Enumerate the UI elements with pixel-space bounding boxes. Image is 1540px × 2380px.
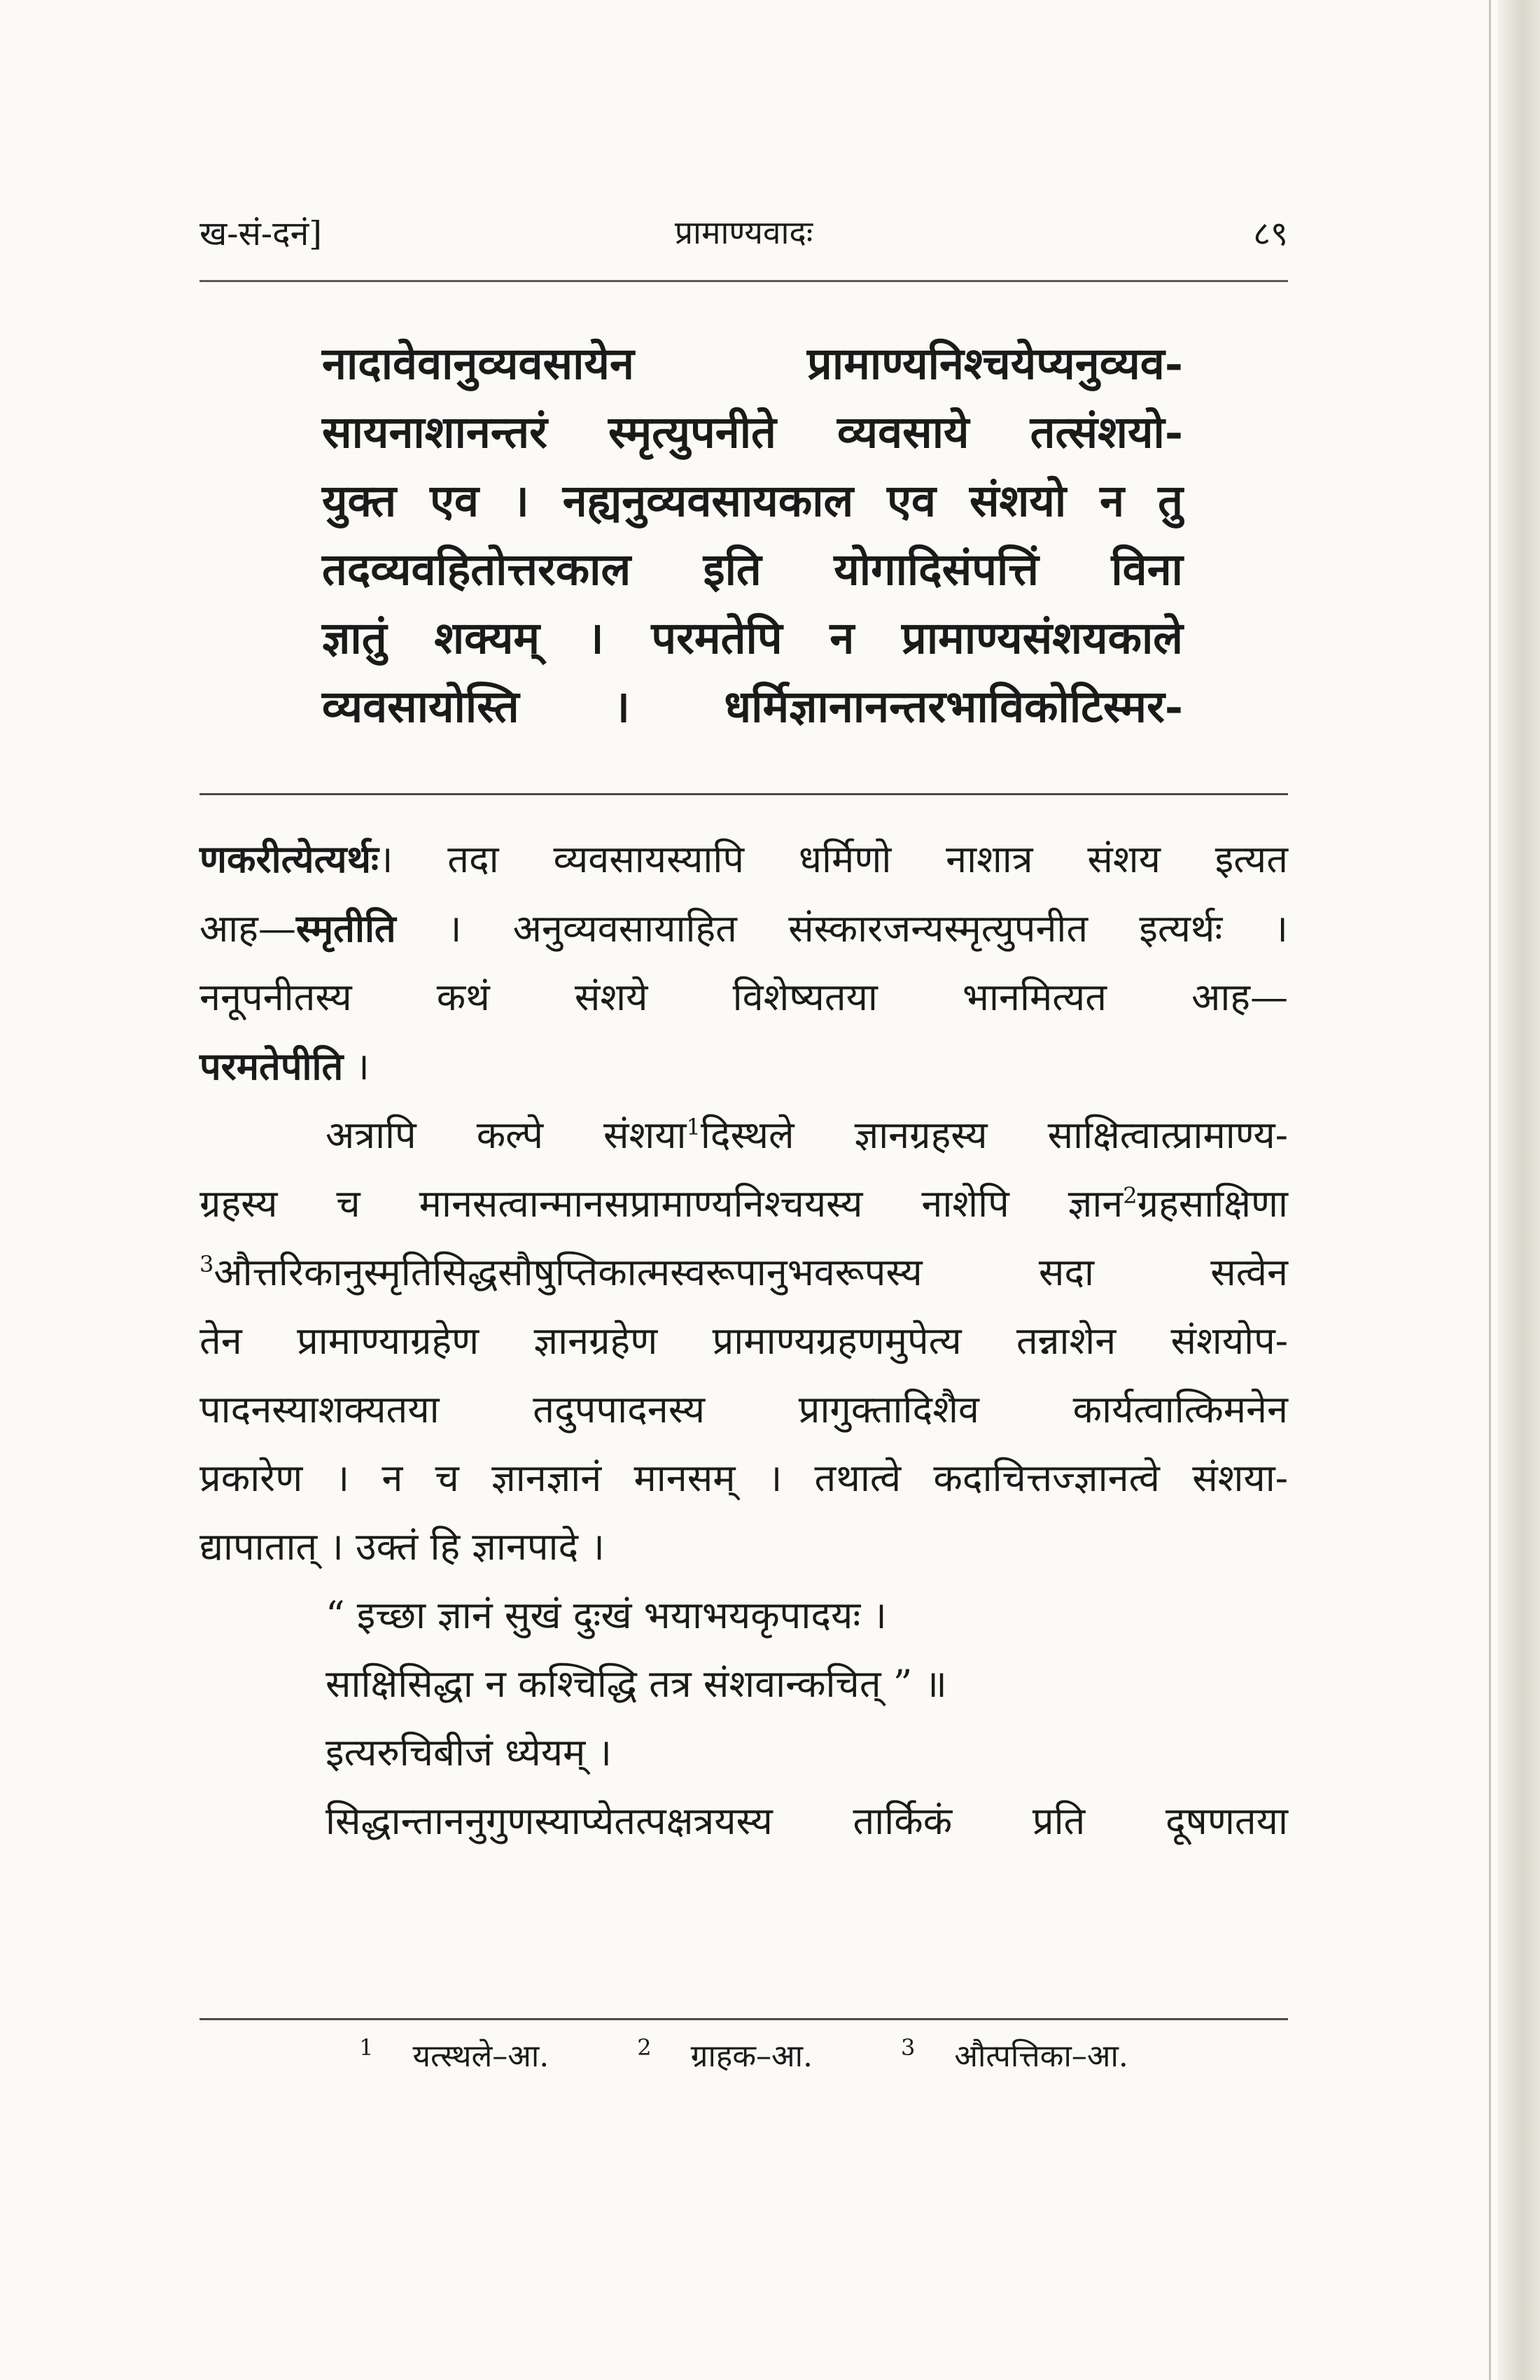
- footnote-rule: [200, 2018, 1288, 2020]
- verse-line: ज्ञातुं शक्यम् । परमतेपि न प्रामाण्यसंशयकाले: [322, 612, 1183, 664]
- verse-line: सायनाशानन्तरं स्मृत्युपनीते व्यवसाये तत्संशयो-: [322, 406, 1183, 458]
- header-rule: [200, 280, 1288, 282]
- quote-line: सिद्धान्ताननुगुणस्याप्येतत्पक्षत्रयस्य तार्किकं प्रति दूषणतया: [326, 1799, 1288, 1843]
- commentary-text: । तदा व्यवसायस्यापि धर्मिणो नाशात्र संशय इत्यत: [378, 837, 1288, 881]
- commentary-text: ग्रहस्य च मानसत्वान्मानसप्रामाण्यनिश्चयस्य नाशेपि ज्ञान: [200, 1182, 1124, 1226]
- verse-line: व्यवसायोस्ति । धर्मिज्ञानानन्तरभाविकोटिस्मर-: [322, 680, 1183, 732]
- footnote: [340, 2034, 568, 2074]
- commentary-line: [200, 894, 1288, 963]
- page-edge: [1498, 0, 1540, 2380]
- quote-line: साक्षिसिद्धा न कश्चिद्धि तत्र संशवान्कचित् ” ॥: [326, 1662, 947, 1706]
- commentary-bold: स्मृतीति: [295, 906, 396, 951]
- header-left: ख-सं-दनं]: [200, 214, 323, 253]
- quote-line: इत्यरुचिबीजं ध्येयम् ।: [326, 1730, 612, 1774]
- verse-text: [322, 329, 1183, 741]
- footnotes: [200, 2033, 1288, 2076]
- commentary-text: ।: [343, 1044, 370, 1088]
- footnote-ref: 1: [686, 1114, 701, 1140]
- commentary-line: ननूपनीतस्य कथं संशये विशेष्यतया भानमित्यत आह—: [200, 975, 1288, 1019]
- commentary-line: [200, 1170, 1288, 1238]
- commentary-bold: णकरीत्येत्यर्थः: [200, 836, 379, 881]
- commentary-line: [200, 825, 1288, 894]
- commentary-text: ग्रहसाक्षिणा: [1137, 1182, 1288, 1226]
- verse-line: तदव्यवहितोत्तरकाल इति योगादिसंपत्तिं विना: [322, 543, 1183, 595]
- header-title: प्रामाण्यवादः: [674, 214, 813, 251]
- commentary-text: आह—: [200, 906, 296, 951]
- commentary-text: दिस्थले ज्ञानग्रहस्य साक्षित्वात्प्रामाण्य-: [700, 1113, 1288, 1157]
- commentary-line: तेन प्रामाण्याग्रहेण ज्ञानग्रहेण प्रामाण्यग्रहणमुपेत्य तन्नाशेन संशयोप-: [200, 1319, 1288, 1363]
- footnote-text: यत्स्थले–आ.: [412, 2038, 550, 2074]
- commentary-line: [200, 1238, 1288, 1307]
- footnote-ref: 3: [200, 1251, 214, 1278]
- verse-line: नादावेवानुव्यवसायेन प्रामाण्यनिश्चयेप्यनुव्यव-: [322, 337, 1183, 389]
- footnote-text: ग्राहक–आ.: [690, 2038, 813, 2074]
- commentary: [200, 825, 1288, 1856]
- commentary-line: प्रकारेण । न च ज्ञानज्ञानं मानसम् । तथात्वे कदाचित्तज्ज्ञानत्वे संशया-: [200, 1456, 1288, 1500]
- footnote: [881, 2034, 1148, 2074]
- commentary-text: । अनुव्यवसायाहित संस्कारजन्यस्मृत्युपनीत इत्यर्थः ।: [396, 906, 1288, 951]
- footnote-ref: 2: [1123, 1182, 1138, 1209]
- footnote: [617, 2034, 832, 2074]
- quotation: [200, 1581, 1288, 1856]
- verse-rule: [200, 793, 1288, 795]
- commentary-line: द्यापातात् । उक्तं हि ज्ञानपादे ।: [200, 1525, 605, 1569]
- page-edge-line: [1489, 0, 1491, 2380]
- footnote-text: औत्पत्तिका–आ.: [954, 2038, 1128, 2074]
- verse-line: युक्त एव । नह्यनुव्यवसायकाल एव संशयो न तु: [322, 475, 1183, 526]
- commentary-line: [200, 1032, 1288, 1101]
- quote-line: “ इच्छा ज्ञानं सुखं दुःखं भयाभयकृपादयः ।: [326, 1593, 887, 1637]
- commentary-line: पादनस्याशक्यतया तदुपपादनस्य प्रागुक्तादिशैव कार्यत्वात्किमनेन: [200, 1387, 1288, 1432]
- running-header: [200, 210, 1288, 273]
- commentary-bold: परमतेपीति: [200, 1044, 344, 1088]
- footnote-number: 2: [637, 2034, 652, 2062]
- commentary-text: औत्तरिकानुस्मृतिसिद्धसौषुप्तिकात्मस्वरूपानुभवरूपस्य सदा सत्वेन: [214, 1250, 1288, 1294]
- page-number: ८९: [1253, 214, 1288, 253]
- commentary-text: अत्रापि कल्पे संशया: [326, 1113, 687, 1157]
- footnote-number: 3: [900, 2034, 916, 2062]
- footnote-number: 1: [359, 2034, 374, 2062]
- commentary-line: [200, 1101, 1288, 1170]
